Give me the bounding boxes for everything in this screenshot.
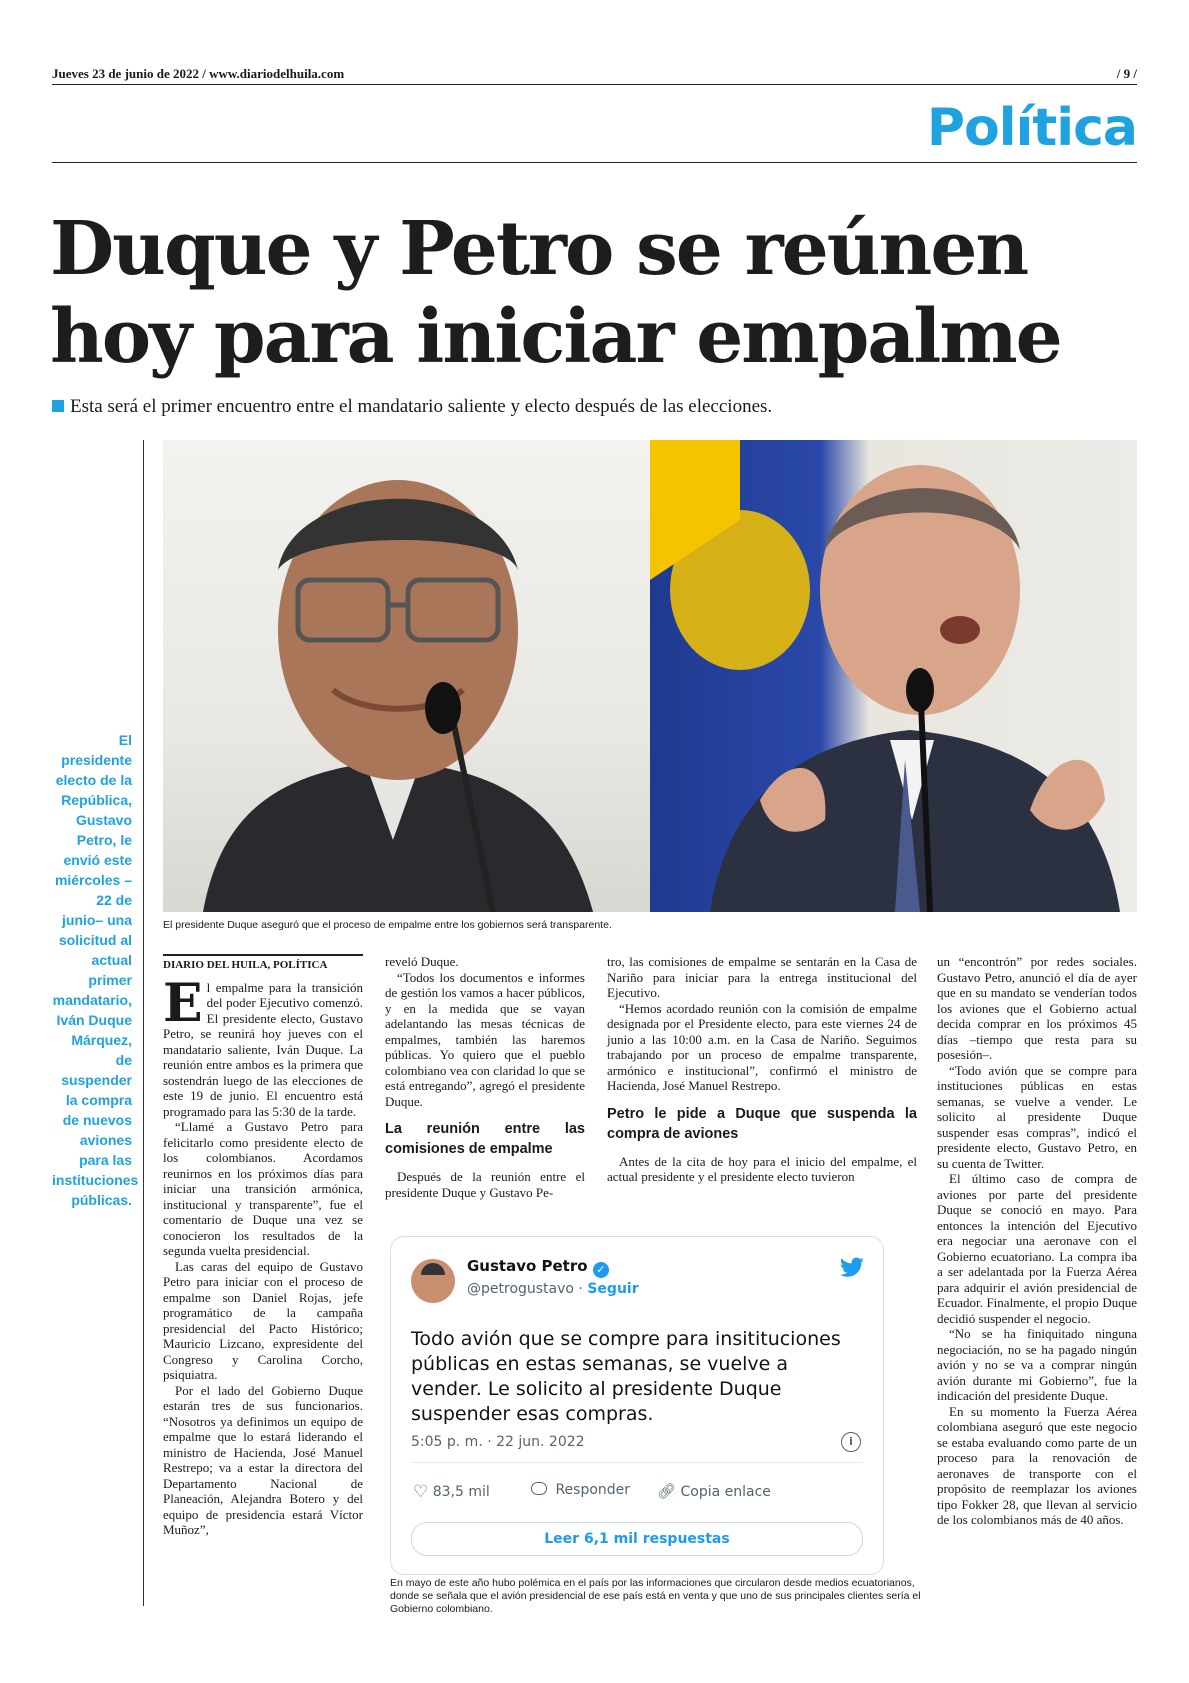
photo-petro [163, 440, 650, 912]
avatar[interactable] [411, 1259, 455, 1303]
headline-line-2: hoy para iniciar empalme [50, 294, 1061, 380]
reply-action[interactable] [531, 1482, 630, 1498]
like-action[interactable] [413, 1482, 490, 1502]
column-1 [163, 954, 363, 1538]
col1-paragraph-2: “Llamé a Gustavo Petro para felicitarlo como presidente electo de los colombianos. Acordamos reunirnos en los próximos días para iniciar una transición armónica, institucional y transparente”, fue el comentario de Duque una vez se conocieron los resultados de la segunda vuelta presidencial. [163, 1119, 363, 1258]
side-quote: El presidente electo de la República, Gustavo Petro, le envió este miércoles –22 de junio– una solicitud al actual primer mandatario, Iván Duque Márquez, de suspender la compra de nuevos aviones para las instituciones públicas. [52, 732, 139, 1208]
tweet-caption: En mayo de este año hubo polémica en el país por las informaciones que circularon desde medios ecuatorianos, donde se señala que el avión presidencial de ese país está en venta y que uno de sus principales clientes sería el Gobierno colombiano. [390, 1577, 921, 1615]
drop-cap: E [163, 972, 203, 1034]
headline-line-1: Duque y Petro se reúnen [50, 206, 1028, 292]
heart-icon: ♡ [413, 1482, 429, 1502]
col4-paragraph-3: El último caso de compra de aviones por parte del presidente Duque se conoció en mayo. Para entonces la intención del Ejecutivo era negociar una aeronave con el Gobierno ecuatoriano. La compra iba a ser adelantada por la Fuerza Aérea para adquirir el avión presidencial de Ecuador. Finalmente, el propio Duque decidió suspender el negocio. [937, 1171, 1137, 1326]
col4-paragraph-5: En su momento la Fuerza Aérea colombiana aseguró que este negocio se estaba evaluando como parte de un proceso para la renovación de aeronaves de transporte con el propósito de reemplazar los aviones tipo Fokker 28, que llevan al servicio de los colombianos más de 40 años. [937, 1403, 1137, 1527]
reply-icon [531, 1482, 547, 1495]
follow-button[interactable]: Seguir [587, 1281, 639, 1297]
col1-paragraph-3: Las caras del equipo de Gustavo Petro para iniciar con el proceso de empalme son Daniel Rojas, jefe programático de la campaña presidencial del Pacto Histórico; Mauricio Lizcano, expresidente del Congreso y Carolina Corcho, psiquiatra. [163, 1258, 363, 1382]
read-replies-button[interactable]: Leer 6,1 mil respuestas [411, 1522, 863, 1556]
column-4 [937, 954, 1137, 1528]
section-rule [52, 162, 1137, 163]
section-title: Política [926, 98, 1137, 158]
col4-paragraph-4: “No se ha finiquitado ninguna negociación, no se ha pagado ningún avión y no se va a comprar ningún avión durante mi Gobierno”, fue la indicación del presidente Duque. [937, 1326, 1137, 1403]
column-2 [385, 954, 585, 1200]
col1-paragraph-1: l empalme para la transición del poder Ejecutivo comenzó. El presidente electo, Gustavo Petro, se reunirá hoy jueves con el mandatario saliente, Iván Duque. La reunión entre ambos es la primera que sostendrán luego de las elecciones de este 19 de junio. El encuentro está programado para las 5:30 de la tarde. [163, 979, 363, 1119]
embedded-tweet [390, 1236, 884, 1575]
page-number: / 9 / [1116, 66, 1137, 81]
tweet-author[interactable] [467, 1257, 609, 1278]
col2-paragraph-3: Después de la reunión entre el presidente Duque y Gustavo Pe- [385, 1169, 585, 1200]
lead [52, 396, 772, 418]
tweet-text: Todo avión que se compre para insitituciones públicas en estas semanas, se vuelve a vender. Le solicito al presidente Duque suspender esas compras. [411, 1328, 841, 1425]
byline: DIARIO DEL HUILA, POLÍTICA [163, 954, 363, 974]
tweet-handle[interactable]: @petrogustavo [467, 1281, 574, 1297]
reply-label: Responder [555, 1482, 631, 1498]
headline [50, 205, 1140, 381]
photo-caption: El presidente Duque aseguró que el proceso de empalme entre los gobiernos será transparente. [163, 919, 612, 931]
col2-paragraph-2: “Todos los documentos e informes de gestión los vamos a hacer públicos, y en la medida que se vayan adelantando las mesas técnicas de empalmes, también las haremos públicas. Yo quiero que el pueblo colombiano vea con claridad lo que se está entregando”, agregó el presidente Duque. [385, 969, 585, 1109]
photo-duque [650, 440, 1137, 912]
col3-paragraph-2: “Hemos acordado reunión con la comisión de empalme designada por el Presidente electo, para este viernes 24 de junio a las 10:00 a.m. en la Casa de Nariño. Seguimos trabajando por un proceso de empalme transparente, armónico e institucional”, confirmó el ministro de Hacienda, José Manuel Restrepo. [607, 1000, 917, 1093]
lead-text: Esta será el primer encuentro entre el mandatario saliente y electo después de las elecciones. [70, 396, 773, 417]
col2-paragraph-1: reveló Duque. [385, 954, 459, 969]
tweet-divider [411, 1462, 863, 1463]
tweet-timestamp[interactable]: 5:05 p. m. · 22 jun. 2022 [411, 1434, 585, 1450]
copy-link-action[interactable] [657, 1482, 771, 1500]
subheading-reunion: La reunión entre las comisiones de empalme [385, 1121, 585, 1157]
lead-bullet [52, 400, 64, 412]
twitter-bird-icon[interactable] [839, 1257, 865, 1283]
header-rule [52, 84, 1137, 85]
link-icon: 🔗︎ [657, 1482, 677, 1500]
tweet-handle-row: @petrogustavo · Seguir [467, 1281, 639, 1297]
copy-link-label: Copia enlace [680, 1484, 771, 1500]
col3-paragraph-1: tro, las comisiones de empalme se sentarán en la Casa de Nariño para iniciar para la entrega institucional del Ejecutivo. [607, 954, 917, 1000]
column-3 [607, 954, 917, 1185]
col4-paragraph-1: un “encontrón” por redes sociales. Gustavo Petro, anunció el día de ayer que en su mandato se venderían todos los aviones que el Gobierno actual decida comprar en los próximos 45 días –tiempo que resta para su posesión–. [937, 954, 1137, 1062]
like-count: 83,5 mil [432, 1484, 490, 1500]
tweet-author-name: Gustavo Petro [467, 1257, 588, 1275]
side-rule [143, 440, 144, 1606]
issue-date-site: Jueves 23 de junio de 2022 / www.diariodelhuila.com [52, 66, 345, 81]
verified-icon: ✓ [593, 1262, 609, 1278]
col1-paragraph-4: Por el lado del Gobierno Duque estarán tres de sus funcionarios. “Nosotros ya definimos un equipo de empalme que lo estará liderando el ministro de Hacienda, José Manuel Restrepo; va a estar la directora del Departamento Nacional de Planeación, Alejandra Botero y del equipo de presidencia estará Víctor Muñoz”, [163, 1382, 363, 1537]
col4-paragraph-2: “Todo avión que se compre para instituciones públicas en estas semanas, se vuelve a vender. Le solicito al presidente Duque suspender esas compras”, indicó el presidente electo, Gustavo Petro, en su cuenta de Twitter. [937, 1062, 1137, 1171]
subheading-aviones: Petro le pide a Duque que suspenda la compra de aviones [607, 1105, 917, 1142]
info-icon[interactable]: i [841, 1432, 861, 1452]
duque-illustration [650, 440, 1137, 912]
petro-illustration [163, 440, 650, 912]
col3-paragraph-3: Antes de la cita de hoy para el inicio del empalme, el actual presidente y el presidente electo tuvieron [607, 1153, 917, 1184]
